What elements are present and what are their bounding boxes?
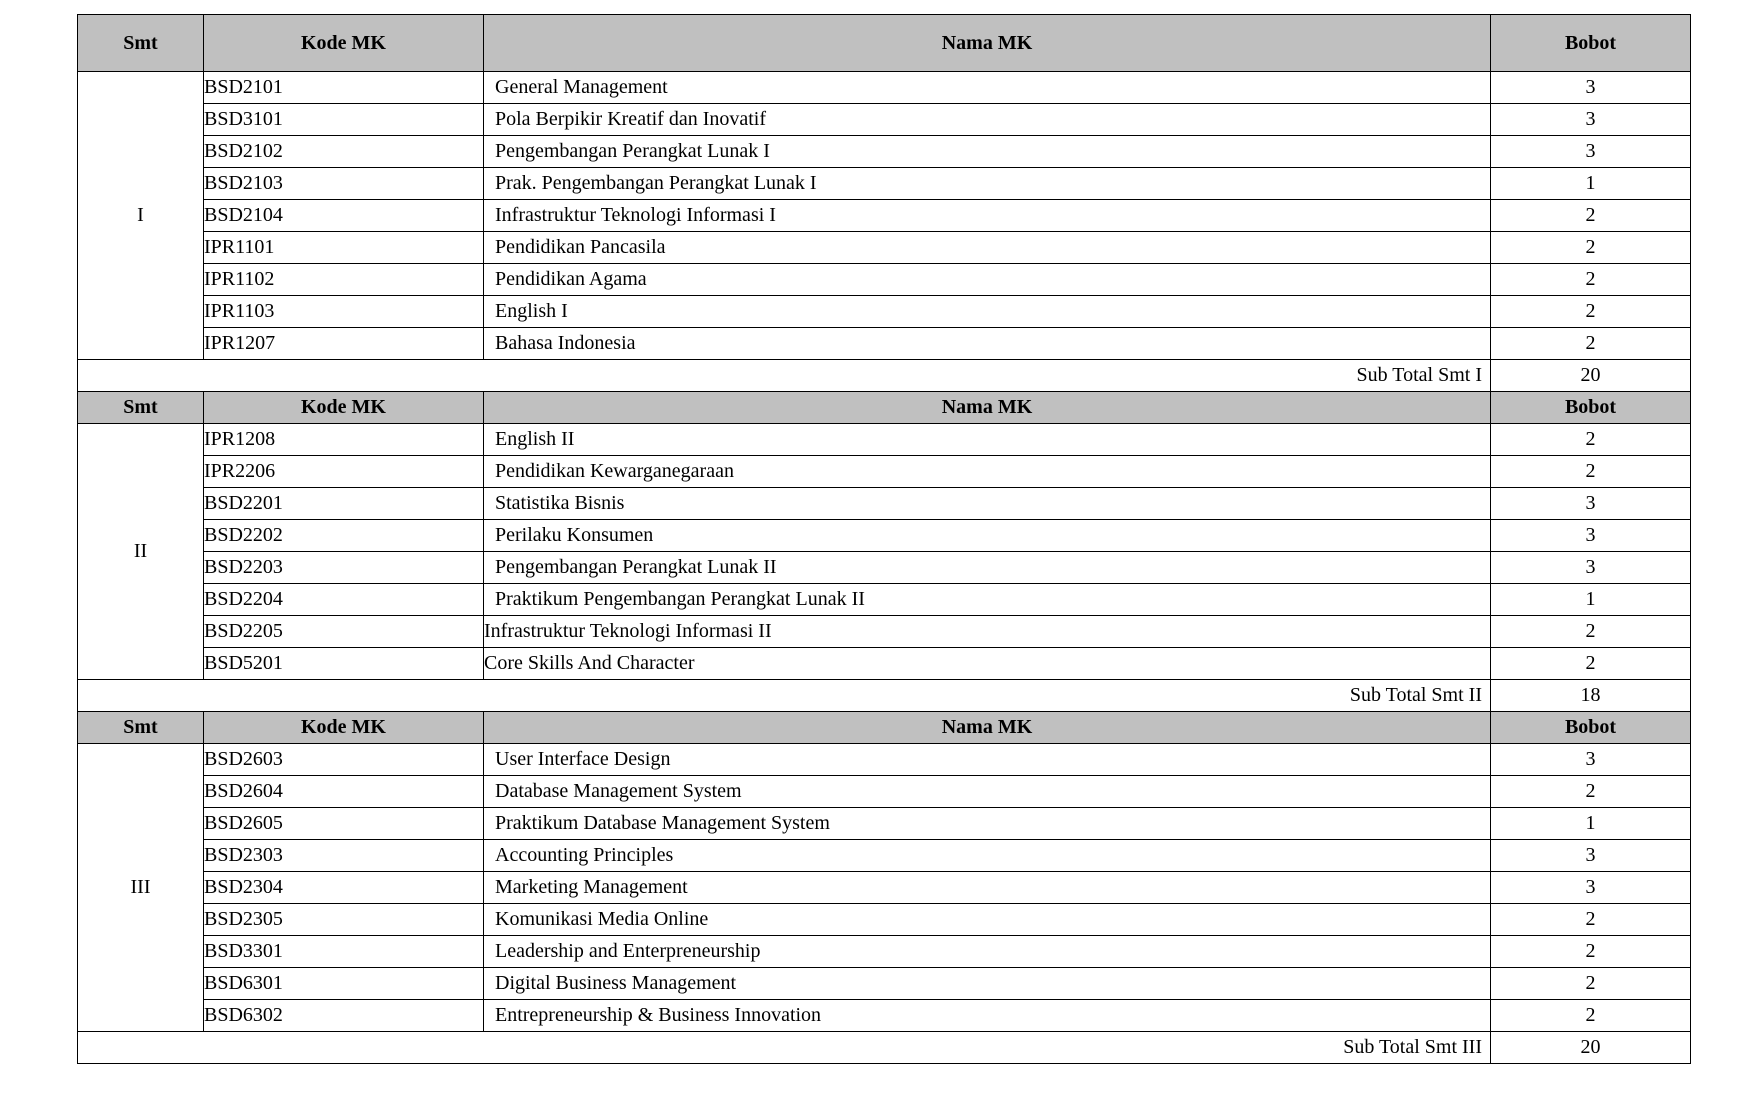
course-weight: 1	[1491, 808, 1691, 840]
course-name: Praktikum Database Management System	[484, 808, 1491, 840]
course-name: User Interface Design	[484, 744, 1491, 776]
course-weight: 2	[1491, 904, 1691, 936]
course-code: BSD2103	[204, 168, 484, 200]
table-row	[78, 136, 1691, 168]
table-row	[78, 584, 1691, 616]
course-name: Pendidikan Agama	[484, 264, 1491, 296]
course-name: Perilaku Konsumen	[484, 520, 1491, 552]
course-name: English II	[484, 424, 1491, 456]
table-row	[78, 72, 1691, 104]
course-code: BSD2202	[204, 520, 484, 552]
course-weight: 3	[1491, 840, 1691, 872]
header-bobot: Bobot	[1491, 392, 1691, 424]
course-name: Praktikum Pengembangan Perangkat Lunak II	[484, 584, 1491, 616]
course-name: Infrastruktur Teknologi Informasi I	[484, 200, 1491, 232]
header-bobot: Bobot	[1491, 712, 1691, 744]
header-kode-mk: Kode MK	[204, 15, 484, 72]
header-kode-mk: Kode MK	[204, 712, 484, 744]
course-weight: 2	[1491, 776, 1691, 808]
header-kode-mk: Kode MK	[204, 392, 484, 424]
course-name: Statistika Bisnis	[484, 488, 1491, 520]
course-name: English I	[484, 296, 1491, 328]
table-row	[78, 776, 1691, 808]
course-code: IPR2206	[204, 456, 484, 488]
subtotal-label: Sub Total Smt III	[78, 1032, 1491, 1064]
course-name: Pengembangan Perangkat Lunak I	[484, 136, 1491, 168]
course-weight: 2	[1491, 1000, 1691, 1032]
course-name: Marketing Management	[484, 872, 1491, 904]
course-name: Database Management System	[484, 776, 1491, 808]
table-row	[78, 168, 1691, 200]
course-code: BSD3301	[204, 936, 484, 968]
course-code: BSD2304	[204, 872, 484, 904]
table-header-row	[78, 712, 1691, 744]
course-name: Entrepreneurship & Business Innovation	[484, 1000, 1491, 1032]
subtotal-row	[78, 360, 1691, 392]
table-header-row	[78, 15, 1691, 72]
table-row	[78, 1000, 1691, 1032]
header-nama-mk: Nama MK	[484, 392, 1491, 424]
semester-label: II	[78, 424, 204, 680]
header-nama-mk: Nama MK	[484, 15, 1491, 72]
header-bobot: Bobot	[1491, 15, 1691, 72]
course-weight: 2	[1491, 424, 1691, 456]
course-code: BSD2303	[204, 840, 484, 872]
course-code: IPR1102	[204, 264, 484, 296]
subtotal-label: Sub Total Smt II	[78, 680, 1491, 712]
course-weight: 2	[1491, 616, 1691, 648]
course-weight: 3	[1491, 72, 1691, 104]
table-row	[78, 872, 1691, 904]
course-weight: 1	[1491, 584, 1691, 616]
table-row	[78, 328, 1691, 360]
course-name: Pendidikan Pancasila	[484, 232, 1491, 264]
subtotal-row	[78, 680, 1691, 712]
table-row	[78, 264, 1691, 296]
course-name: Accounting Principles	[484, 840, 1491, 872]
table-row	[78, 808, 1691, 840]
table-row	[78, 232, 1691, 264]
course-weight: 2	[1491, 296, 1691, 328]
table-row	[78, 456, 1691, 488]
course-weight: 2	[1491, 968, 1691, 1000]
course-code: BSD2101	[204, 72, 484, 104]
course-code: BSD2102	[204, 136, 484, 168]
course-code: BSD2305	[204, 904, 484, 936]
course-name: Pendidikan Kewarganegaraan	[484, 456, 1491, 488]
table-row	[78, 296, 1691, 328]
course-name: General Management	[484, 72, 1491, 104]
subtotal-label: Sub Total Smt I	[78, 360, 1491, 392]
course-name: Prak. Pengembangan Perangkat Lunak I	[484, 168, 1491, 200]
subtotal-value: 18	[1491, 680, 1691, 712]
header-smt: Smt	[78, 15, 204, 72]
course-name: Komunikasi Media Online	[484, 904, 1491, 936]
table-row	[78, 424, 1691, 456]
course-weight: 3	[1491, 744, 1691, 776]
course-code: IPR1103	[204, 296, 484, 328]
subtotal-value: 20	[1491, 1032, 1691, 1064]
curriculum-document	[77, 14, 1690, 1064]
subtotal-row	[78, 1032, 1691, 1064]
course-code: BSD6301	[204, 968, 484, 1000]
subtotal-value: 20	[1491, 360, 1691, 392]
header-smt: Smt	[78, 712, 204, 744]
table-row	[78, 104, 1691, 136]
course-code: IPR1207	[204, 328, 484, 360]
course-name: Pola Berpikir Kreatif dan Inovatif	[484, 104, 1491, 136]
header-nama-mk: Nama MK	[484, 712, 1491, 744]
table-row	[78, 648, 1691, 680]
course-name: Leadership and Enterpreneurship	[484, 936, 1491, 968]
course-name: Core Skills And Character	[484, 648, 1491, 680]
course-weight: 2	[1491, 936, 1691, 968]
course-code: IPR1101	[204, 232, 484, 264]
table-row	[78, 904, 1691, 936]
course-weight: 3	[1491, 520, 1691, 552]
course-code: BSD3101	[204, 104, 484, 136]
table-row	[78, 552, 1691, 584]
course-code: BSD2201	[204, 488, 484, 520]
course-weight: 2	[1491, 648, 1691, 680]
course-weight: 2	[1491, 200, 1691, 232]
curriculum-table	[77, 14, 1691, 1064]
course-name: Pengembangan Perangkat Lunak II	[484, 552, 1491, 584]
course-weight: 3	[1491, 136, 1691, 168]
course-code: BSD2605	[204, 808, 484, 840]
course-name: Digital Business Management	[484, 968, 1491, 1000]
table-row	[78, 200, 1691, 232]
semester-label: I	[78, 72, 204, 360]
table-row	[78, 968, 1691, 1000]
course-weight: 2	[1491, 456, 1691, 488]
course-weight: 2	[1491, 328, 1691, 360]
course-code: BSD2603	[204, 744, 484, 776]
course-code: BSD2203	[204, 552, 484, 584]
course-name: Infrastruktur Teknologi Informasi II	[484, 616, 1491, 648]
course-weight: 3	[1491, 488, 1691, 520]
table-row	[78, 616, 1691, 648]
table-row	[78, 936, 1691, 968]
course-code: BSD2204	[204, 584, 484, 616]
table-header-row	[78, 392, 1691, 424]
table-row	[78, 744, 1691, 776]
course-code: BSD2604	[204, 776, 484, 808]
course-code: BSD2205	[204, 616, 484, 648]
table-row	[78, 488, 1691, 520]
course-weight: 2	[1491, 232, 1691, 264]
course-code: IPR1208	[204, 424, 484, 456]
table-row	[78, 840, 1691, 872]
course-weight: 3	[1491, 552, 1691, 584]
course-name: Bahasa Indonesia	[484, 328, 1491, 360]
course-weight: 1	[1491, 168, 1691, 200]
table-row	[78, 520, 1691, 552]
course-code: BSD5201	[204, 648, 484, 680]
course-code: BSD6302	[204, 1000, 484, 1032]
header-smt: Smt	[78, 392, 204, 424]
course-weight: 3	[1491, 872, 1691, 904]
semester-label: III	[78, 744, 204, 1032]
course-weight: 2	[1491, 264, 1691, 296]
course-code: BSD2104	[204, 200, 484, 232]
course-weight: 3	[1491, 104, 1691, 136]
